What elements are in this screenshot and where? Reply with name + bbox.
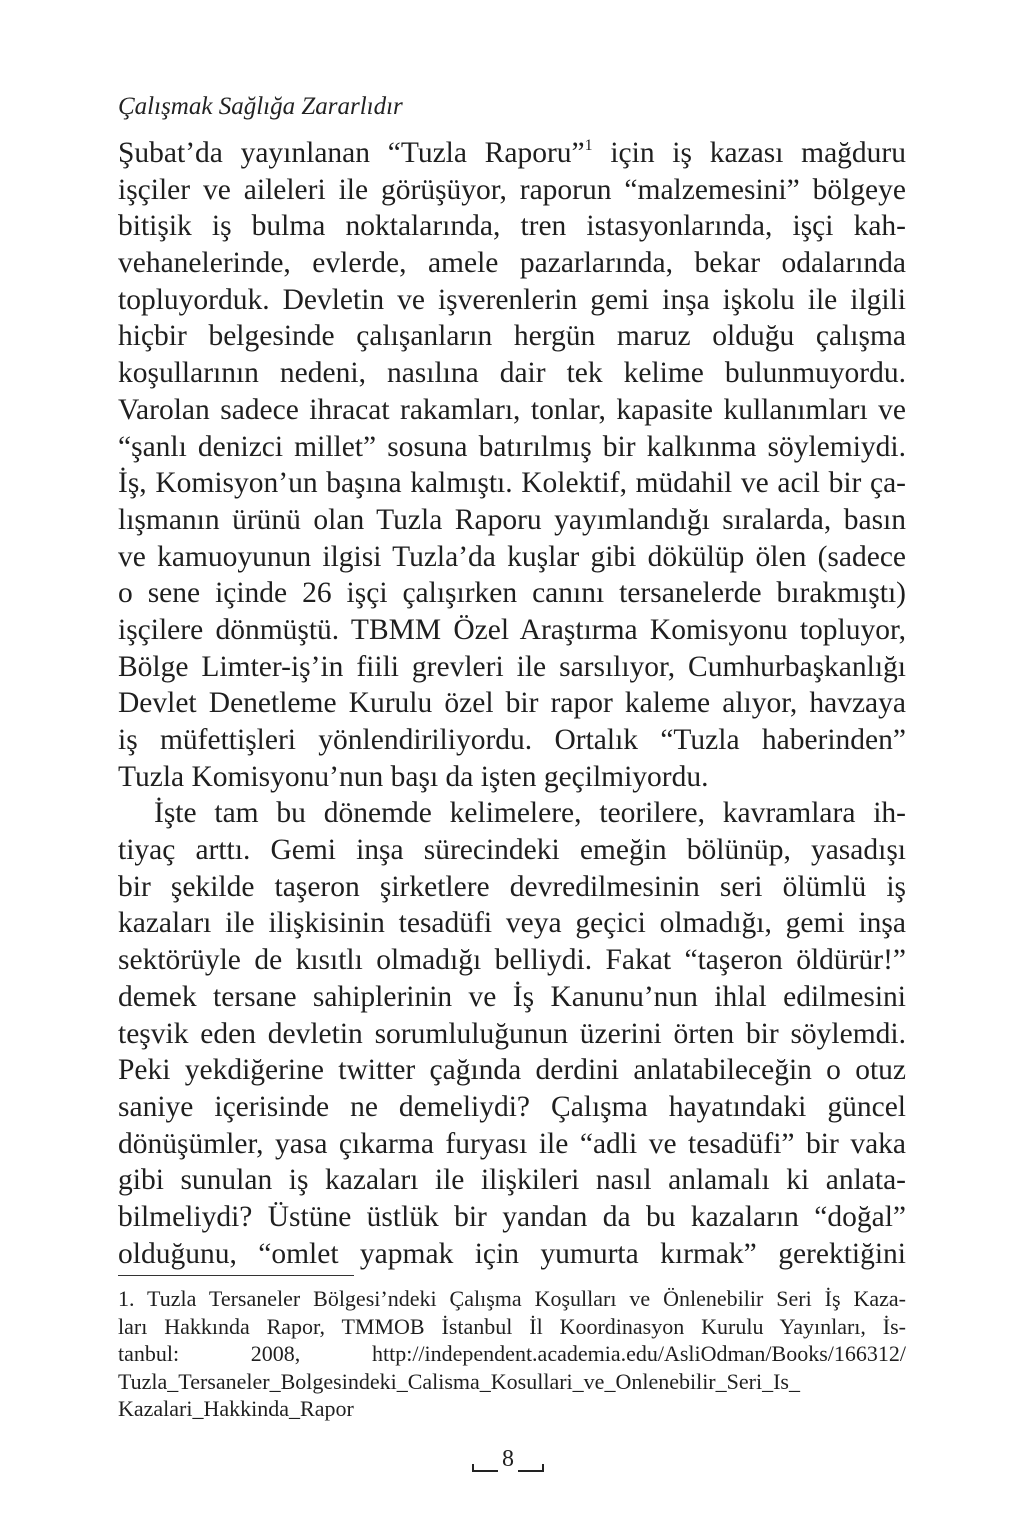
text-line: olduğunu, “omlet yapmak için yumurta kırmak” gerektiğini xyxy=(118,1237,906,1270)
text-line: lışmanın ürünü olan Tuzla Raporu yayımlandığı sıralarda, basın xyxy=(118,503,906,536)
text-line: Bölge Limter-iş’in fiili grevleri ile sarsılıyor, Cumhurbaşkanlığı xyxy=(118,650,906,683)
page-number: 8 xyxy=(502,1446,514,1472)
page-number-ornament-right xyxy=(542,1464,544,1472)
text-line: kazaları ile ilişkisinin tesadüfi veya geçici olmadığı, gemi inşa xyxy=(118,907,906,940)
text-line: o sene içinde 26 işçi çalışırken canını tersanelerde bırakmıştı) xyxy=(118,577,906,610)
text-line: Devlet Denetleme Kurulu özel bir rapor kaleme alıyor, havzaya xyxy=(118,687,906,720)
text-line: bir şekilde taşeron şirketlere devredilmesinin seri ölümlü iş xyxy=(118,870,906,903)
text-line: topluyorduk. Devletin ve işverenlerin gemi inşa işkolu ile ilgili xyxy=(118,283,906,316)
text-line: sektörüyle de kısıtlı olmadığı belliydi. Fakat “taşeron öldürür!” xyxy=(118,944,906,977)
text-line: ve kamuoyunun ilgisi Tuzla’da kuşlar gibi dökülüp ölen (sadece xyxy=(118,540,906,573)
text-line: Peki yekdiğerine twitter çağında derdini anlatabileceğin o otuz xyxy=(118,1054,906,1087)
footnote-line[interactable]: Tuzla_Tersaneler_Bolgesindeki_Calisma_Kosullari_ve_Onlenebilir_Seri_Is_ xyxy=(118,1368,800,1394)
footnote-line[interactable]: tanbul: 2008, http://independent.academia.edu/AsliOdman/Books/166312/ xyxy=(118,1341,906,1366)
text-line-end: için iş kazası mağduru xyxy=(592,137,906,169)
page-number-ornament-right xyxy=(518,1470,544,1472)
text-line: saniye içerisinde ne demeliydi? Çalışma hayatındaki güncel xyxy=(118,1090,906,1123)
footnotes xyxy=(118,1285,906,1423)
footnote-line[interactable]: Kazalari_Hakkinda_Rapor xyxy=(118,1396,354,1421)
text-line: iş müfettişleri yönlendiriliyordu. Ortalık “Tuzla haberinden” xyxy=(118,724,906,756)
footnote-line: ları Hakkında Rapor, TMMOB İstanbul İl Koordinasyon Kurulu Yayınları, İs- xyxy=(118,1313,906,1339)
text-line: işçilere dönmüştü. TBMM Özel Araştırma Komisyonu topluyor, xyxy=(118,613,906,646)
text-line: bilmeliydi? Üstüne üstlük bir yandan da bu kazaların “doğal” xyxy=(118,1200,906,1233)
footnote-divider xyxy=(118,1275,354,1276)
footnote-line: 1. Tuzla Tersaneler Bölgesi’ndeki Çalışma Koşulları ve Önlenebilir Seri İş Kaza- xyxy=(118,1286,906,1311)
text-line: İş, Komisyon’un başına kalmıştı. Kolektif, müdahil ve acil bir ça- xyxy=(118,467,906,500)
text-line xyxy=(118,135,906,172)
text-line: Tuzla Komisyonu’nun başı da işten geçilmiyordu. xyxy=(118,760,709,793)
text-line: teşvik eden devletin sorumluluğunun üzerini örten bir söylemdi. xyxy=(118,1017,906,1050)
text-line: hiçbir belgesinde çalışanların hergün maruz olduğu çalışma xyxy=(118,320,906,353)
text-line: Varolan sadece ihracat rakamları, tonlar, kapasite kullanımları ve xyxy=(118,393,906,426)
text-line: demek tersane sahiplerinin ve İş Kanunu’nun ihlal edilmesini xyxy=(118,980,906,1013)
text-line: işçiler ve aileleri ile görüşüyor, raporun “malzemesini” bölgeye xyxy=(118,173,906,206)
text-line: vehanelerinde, evlerde, amele pazarlarında, bekar odalarında xyxy=(118,247,906,280)
text-line: gibi sunulan iş kazaları ile ilişkileri nasıl anlamalı ki anlata- xyxy=(118,1164,906,1197)
text-line: tiyaç arttı. Gemi inşa sürecindeki emeğin bölünüp, yasadışı xyxy=(118,834,906,867)
body-text xyxy=(118,135,906,1272)
text-line: dönüşümler, yasa çıkarma furyası ile “adli ve tesadüfi” bir vaka xyxy=(118,1127,906,1160)
text-line: koşullarının nedeni, nasılına dair tek kelime bulunmuyordu. xyxy=(118,357,906,390)
text-line-start: Şubat’da yayınlanan “Tuzla Raporu” xyxy=(118,137,585,169)
text-line: bitişik iş bulma noktalarında, tren istasyonlarında, işçi kah- xyxy=(118,210,906,243)
footnote-reference[interactable]: 1 xyxy=(584,137,593,154)
page-number-block xyxy=(472,1444,544,1478)
text-line: “şanlı denizci millet” sosuna batırılmış bir kalkınma söylemiydi. xyxy=(118,430,906,463)
text-line: İşte tam bu dönemde kelimelere, teorilere, kavramlara ih- xyxy=(154,797,906,830)
running-header: Çalışmak Sağlığa Zararlıdır xyxy=(118,93,403,120)
